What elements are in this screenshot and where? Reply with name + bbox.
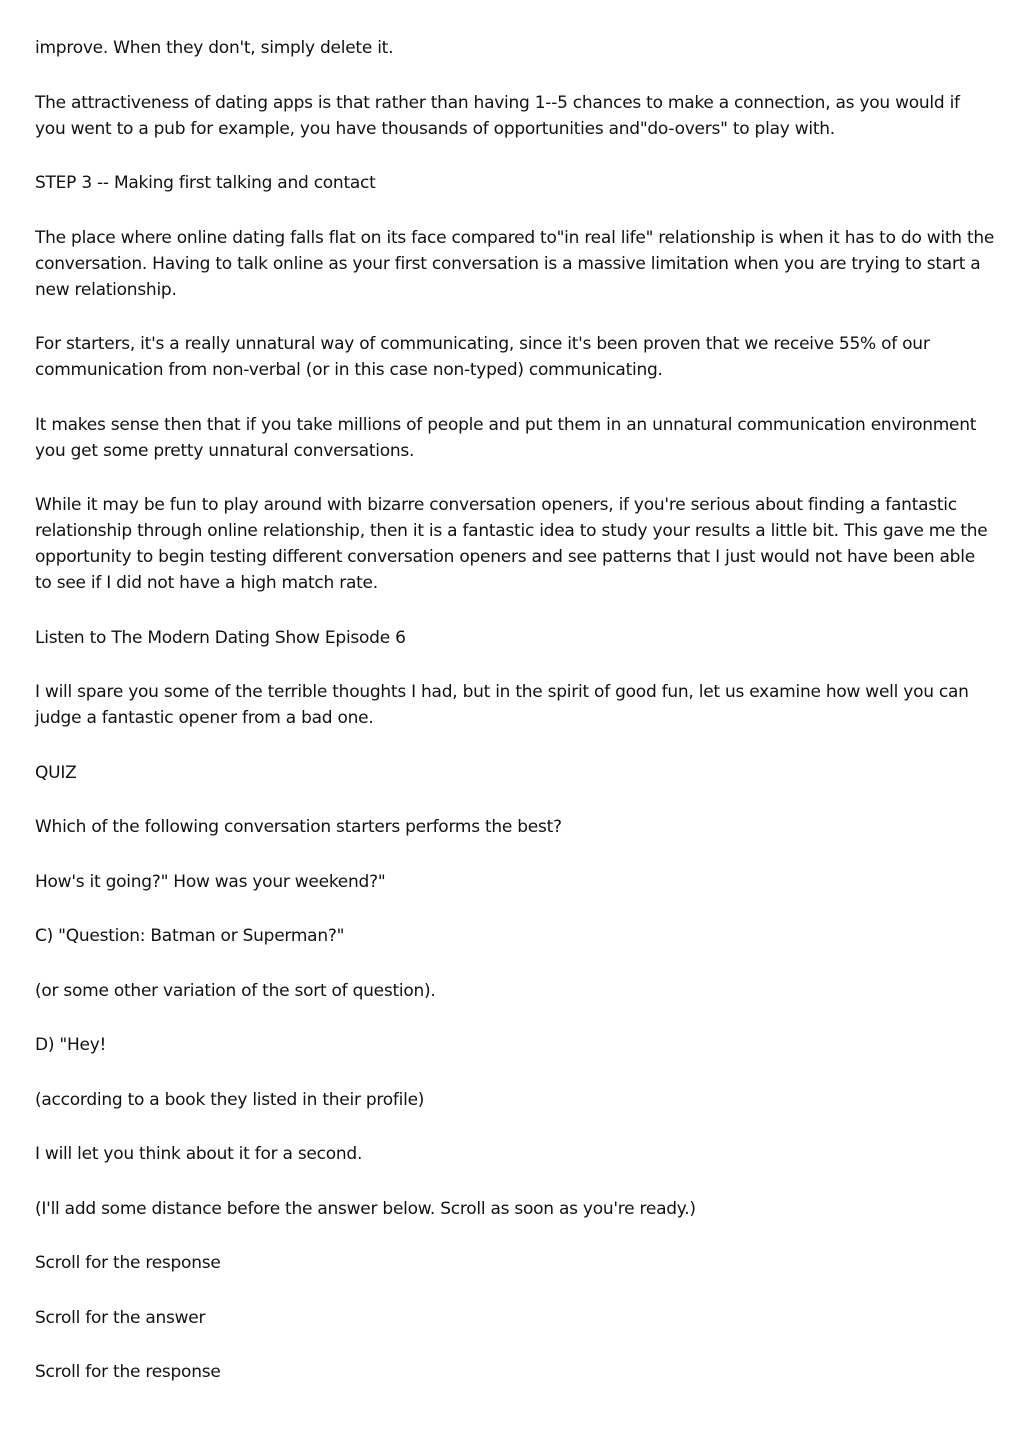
paragraph: improve. When they don't, simply delete it. [35,38,394,58]
paragraph: For starters, it's a really unnatural way of communicating, since it's been proven that we receive 55% of our communication from non-verbal (or in this case non-typed) communicating. [35,334,930,380]
paragraph: The attractiveness of dating apps is that rather than having 1--5 chances to make a connection, as you would if you went to a pub for example, you have thousands of opportunities and"do-overs" to play with. [35,92,960,139]
paragraph: (or some other variation of the sort of question). [35,980,436,1001]
quiz-option: D) "Hey! [35,1035,107,1055]
paragraph: Scroll for the response [35,1362,221,1382]
document-body [35,35,995,1414]
paragraph: The place where online dating falls flat on its face compared to"in real life" relationship is when it has to do with the conversation. Having to talk online as your first conversation is a massive limitation when you are trying to start a new relationship. [35,227,995,300]
quiz-option: C) "Question: Batman or Superman?" [35,926,345,946]
paragraph: While it may be fun to play around with bizarre conversation openers, if you're serious about finding a fantastic relationship through online relationship, then it is a fantastic idea to study your results a little bit. This gave me the opportunity to begin testing different conversation openers and see patterns that I just would not have been able to see if I did not have a high match rate. [35,495,988,593]
paragraph: I will let you think about it for a second. [35,1144,363,1164]
paragraph: (according to a book they listed in their profile) [35,1089,425,1110]
paragraph: I will spare you some of the terrible thoughts I had, but in the spirit of good fun, let us examine how well you can judge a fantastic opener from a bad one. [35,682,969,728]
paragraph: (I'll add some distance before the answer below. Scroll as soon as you're ready.) [35,1198,696,1219]
paragraph: Listen to The Modern Dating Show Episode 6 [35,627,406,648]
paragraph: Scroll for the answer [35,1307,206,1328]
quiz-option: How's it going?" How was your weekend?" [35,871,386,892]
step-heading: STEP 3 -- Making first talking and contact [35,173,376,193]
quiz-question: Which of the following conversation starters performs the best? [35,817,562,837]
quiz-heading: QUIZ [35,762,77,783]
paragraph: Scroll for the response [35,1253,221,1273]
paragraph: It makes sense then that if you take millions of people and put them in an unnatural communication environment you get some pretty unnatural conversations. [35,414,977,461]
